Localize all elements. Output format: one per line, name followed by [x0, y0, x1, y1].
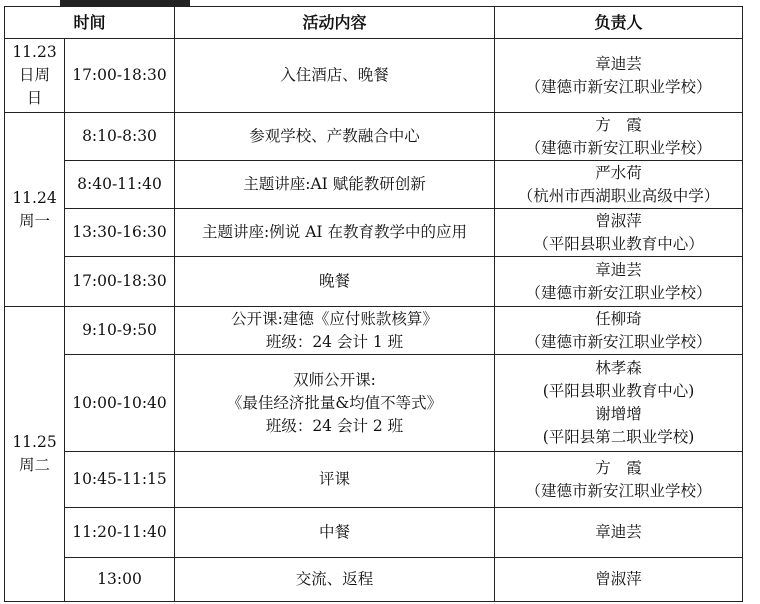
date-cell — [5, 39, 65, 113]
time-cell: 17:00-18:30 — [65, 257, 175, 307]
activity-text: 参观学校、产教融合中心 — [249, 127, 420, 145]
activity-text: 评课 — [318, 470, 350, 488]
table-row — [5, 558, 743, 602]
owner-text: 方 霞 — [595, 115, 642, 134]
header-row — [5, 7, 743, 39]
activity-text: 入住酒店、晚餐 — [280, 66, 389, 84]
owner-cell — [495, 39, 743, 113]
activity-cell — [175, 39, 495, 113]
owner-cell — [495, 307, 743, 355]
table-row — [5, 307, 743, 355]
date-cell — [5, 113, 65, 307]
activity-text: 晚餐 — [318, 272, 350, 290]
table-row — [5, 161, 743, 209]
activity-cell — [175, 307, 495, 355]
owner-cell — [495, 257, 743, 307]
owner-text: （建德市新安江职业学校） — [525, 283, 712, 302]
owner-text: (平阳县职业教育中心) — [542, 382, 695, 400]
owner-text: （建德市新安江职业学校） — [525, 332, 712, 351]
date-text: 日 — [26, 89, 43, 107]
activity-cell — [175, 508, 495, 558]
time-cell: 9:10-9:50 — [65, 307, 175, 355]
activity-cell — [175, 257, 495, 307]
owner-text: （建德市新安江职业学校） — [525, 481, 712, 500]
activity-cell — [175, 558, 495, 602]
owner-text: 严水荷 — [595, 163, 642, 182]
owner-text: 章迪芸 — [595, 260, 642, 279]
time-cell: 17:00-18:30 — [65, 39, 175, 113]
owner-text: 章迪芸 — [595, 523, 642, 541]
owner-text: （平阳县职业教育中心） — [533, 234, 704, 253]
table-row — [5, 257, 743, 307]
owner-text: 章迪芸 — [595, 54, 642, 73]
schedule-table — [4, 6, 743, 602]
owner-text: （杭州市西湖职业高级中学） — [517, 186, 720, 205]
table-row — [5, 39, 743, 113]
time-cell: 10:45-11:15 — [65, 452, 175, 508]
owner-cell — [495, 209, 743, 257]
owner-cell — [495, 355, 743, 452]
owner-text: 曾淑萍 — [595, 211, 642, 230]
time-cell: 13:00 — [65, 558, 175, 602]
owner-text: 曾淑萍 — [595, 570, 642, 588]
date-cell — [5, 307, 65, 602]
activity-text: 公开课:建德《应付账款核算》 — [231, 309, 438, 328]
date-text: 周二 — [18, 456, 50, 474]
activity-cell — [175, 113, 495, 161]
table-row — [5, 113, 743, 161]
activity-text: 主题讲座:AI 赋能教研创新 — [243, 175, 426, 193]
owner-cell — [495, 113, 743, 161]
owner-cell — [495, 452, 743, 508]
activity-text: 《最佳经济批量&均值不等式》 — [226, 393, 443, 412]
activity-text: 中餐 — [318, 523, 350, 541]
owner-cell — [495, 161, 743, 209]
time-cell: 8:10-8:30 — [65, 113, 175, 161]
activity-cell — [175, 355, 495, 452]
date-text: 日周 — [18, 66, 50, 84]
time-cell: 11:20-11:40 — [65, 508, 175, 558]
owner-text: 方 霞 — [595, 458, 642, 477]
activity-cell — [175, 209, 495, 257]
table-row — [5, 508, 743, 558]
table-row — [5, 355, 743, 452]
date-text: 11.23 — [12, 43, 57, 61]
owner-text: （建德市新安江职业学校） — [525, 138, 712, 157]
time-cell: 8:40-11:40 — [65, 161, 175, 209]
owner-text: 林孝森 — [595, 359, 642, 377]
date-text: 11.25 — [12, 433, 57, 451]
owner-text: (平阳县第二职业学校) — [542, 428, 695, 446]
time-cell: 10:00-10:40 — [65, 355, 175, 452]
owner-text: 任柳琦 — [595, 309, 642, 328]
header-time: 时间 — [5, 7, 175, 39]
activity-text: 双师公开课: — [293, 370, 376, 389]
owner-text: 谢增增 — [595, 405, 642, 423]
owner-cell — [495, 508, 743, 558]
activity-text: 班级：24 会计 2 班 — [265, 416, 404, 435]
owner-text: （建德市新安江职业学校） — [525, 77, 712, 96]
header-activity: 活动内容 — [175, 7, 495, 39]
activity-cell — [175, 161, 495, 209]
date-text: 11.24 — [12, 188, 57, 207]
table-row — [5, 452, 743, 508]
activity-text: 主题讲座:例说 AI 在教育教学中的应用 — [202, 223, 467, 241]
activity-cell — [175, 452, 495, 508]
header-owner: 负责人 — [495, 7, 743, 39]
table-row — [5, 209, 743, 257]
date-text: 周一 — [18, 211, 50, 230]
activity-text: 交流、返程 — [295, 570, 374, 588]
activity-text: 班级：24 会计 1 班 — [265, 332, 404, 351]
owner-cell — [495, 558, 743, 602]
time-cell: 13:30-16:30 — [65, 209, 175, 257]
